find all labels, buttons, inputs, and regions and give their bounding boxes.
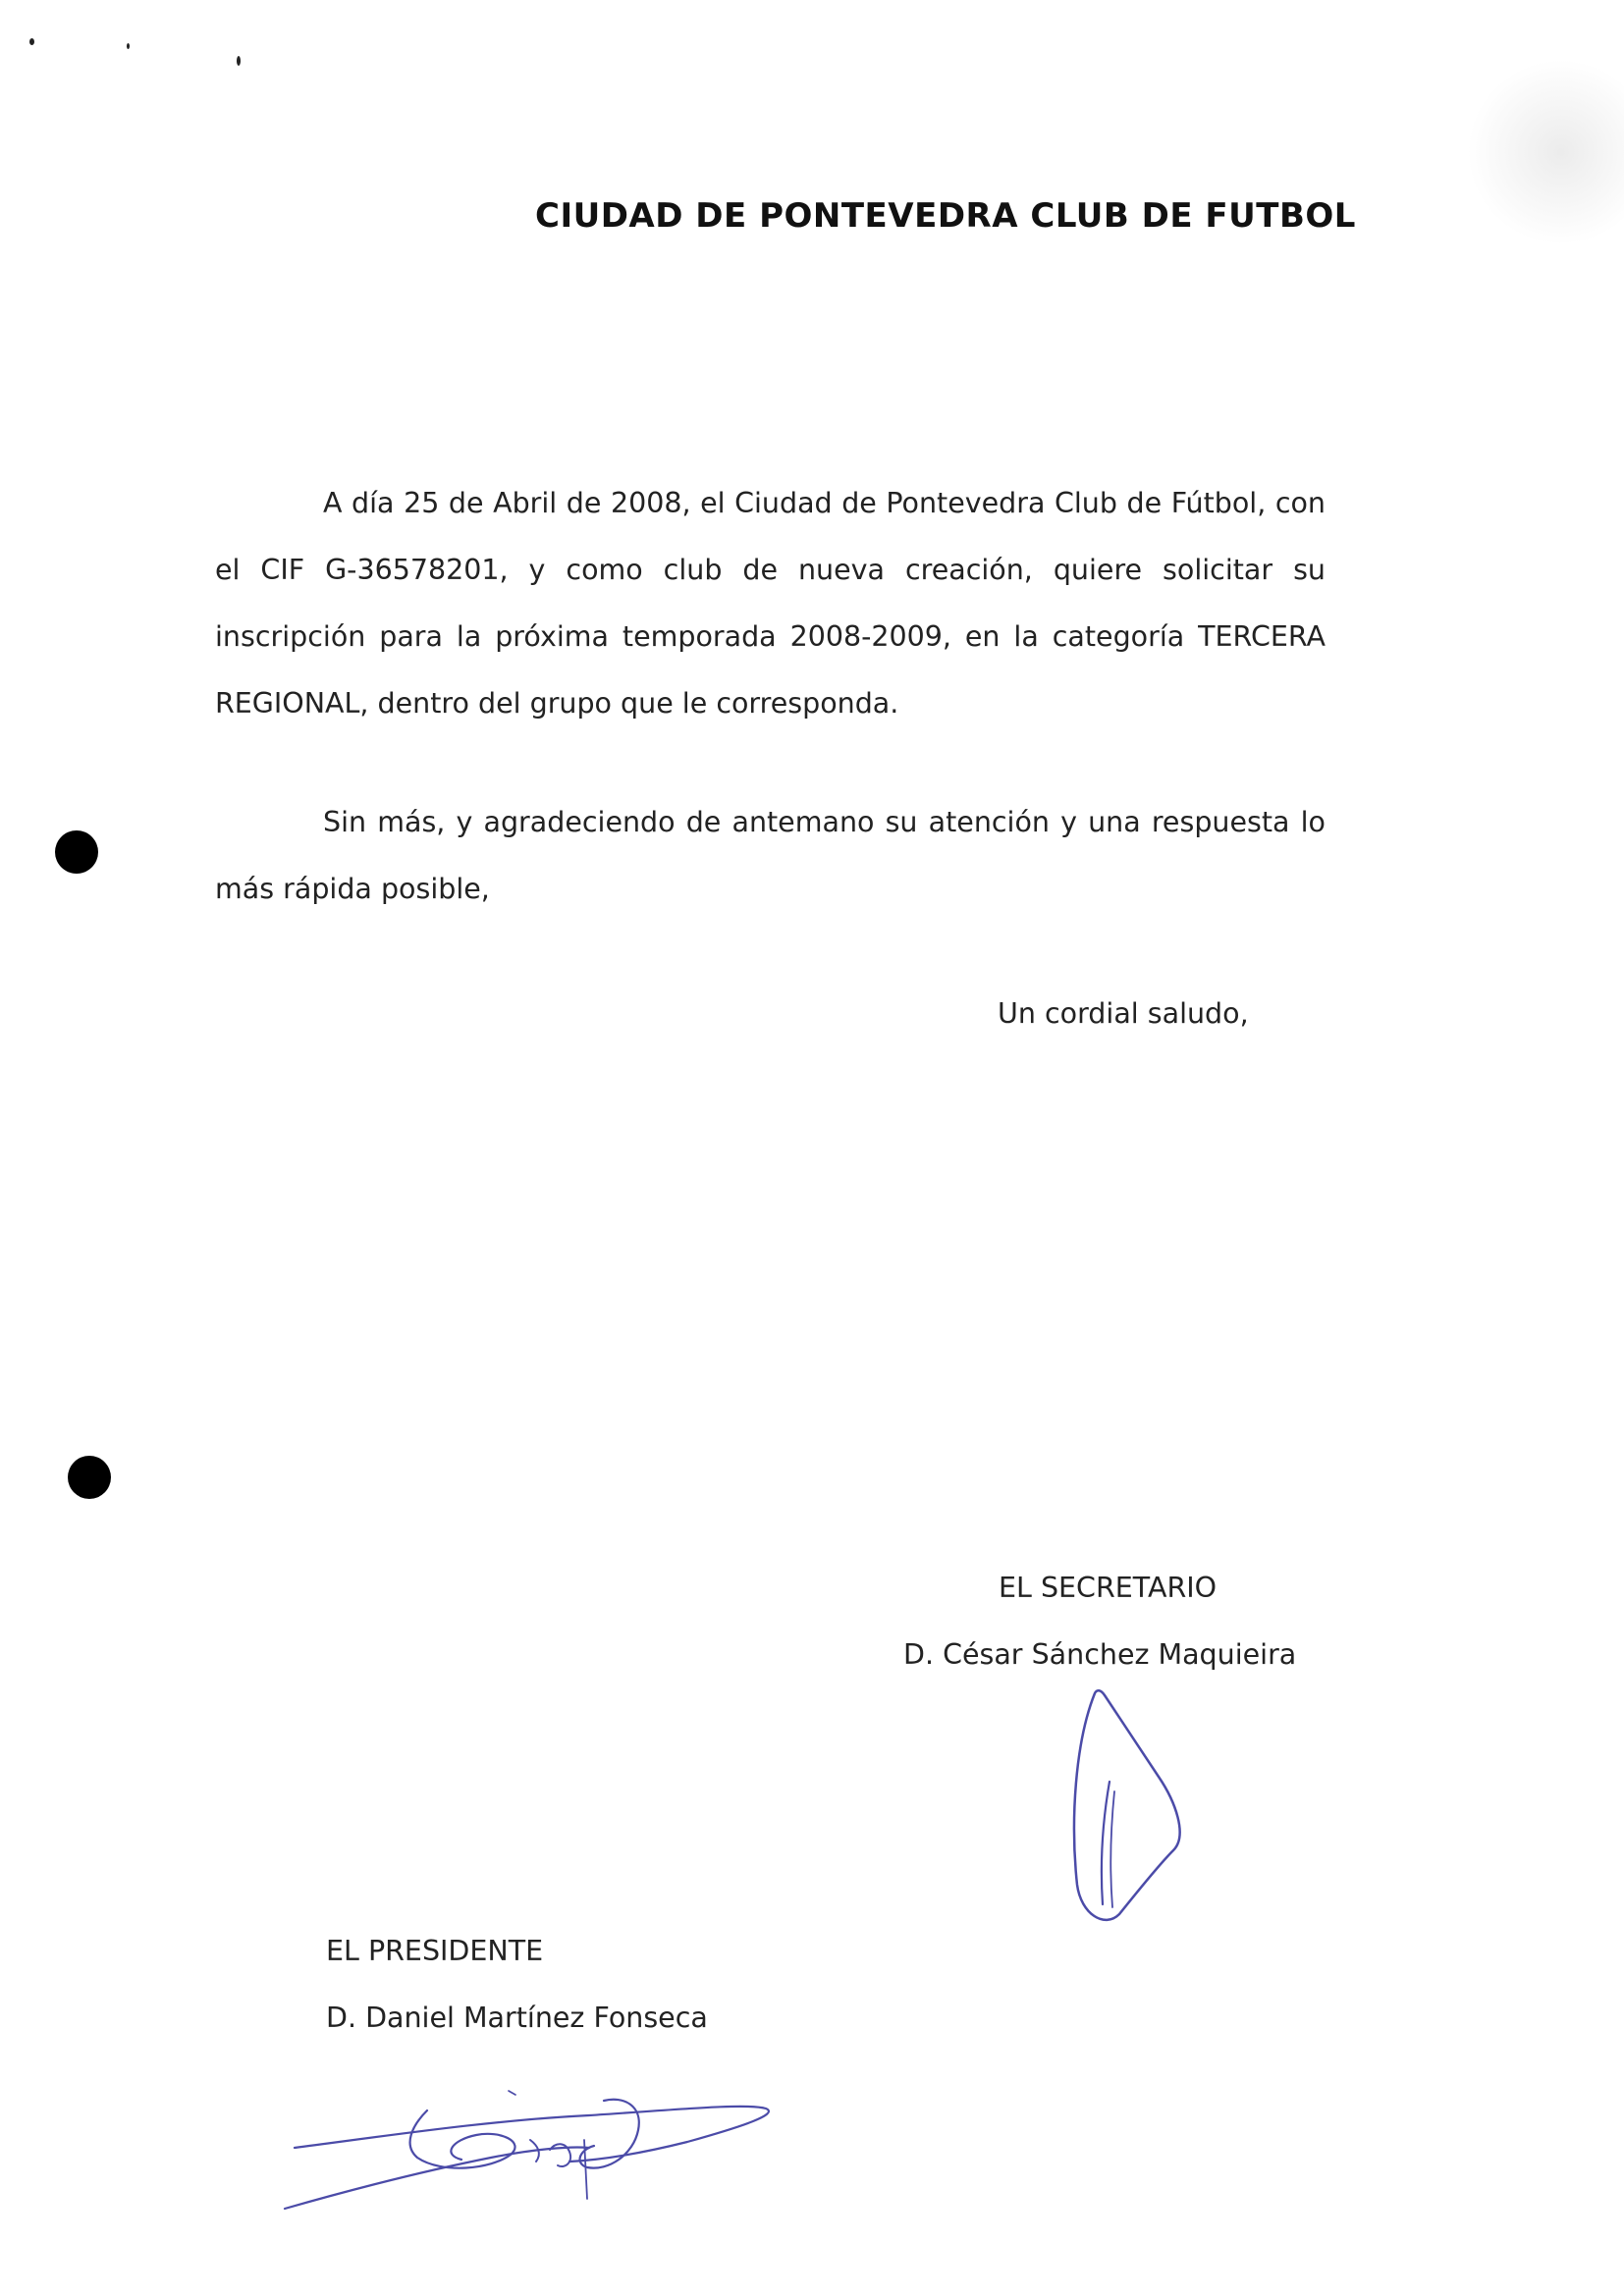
president-name: D. Daniel Martínez Fonseca — [326, 2002, 708, 2034]
secretary-handwritten-signature — [1065, 1683, 1193, 1934]
president-signature-block — [326, 1918, 708, 2052]
secretary-name: D. César Sánchez Maquieira — [903, 1638, 1297, 1671]
scan-speck — [237, 56, 241, 66]
president-role: EL PRESIDENTE — [326, 1935, 544, 1967]
secretary-signature-block — [903, 1555, 1296, 1688]
body-paragraph-request: A día 25 de Abril de 2008, el Ciudad de Pontevedra Club de Fútbol, con el CIF G-36578201, y como club de nueva creación, quiere solicitar su inscripción para la próxima temporada 2008-2009, en la categoría TERCERA REGIONAL, dentro del grupo que le corresponda. — [215, 487, 1326, 720]
punch-hole — [68, 1456, 111, 1499]
scan-smudge — [1467, 59, 1624, 245]
scan-speck — [127, 43, 130, 49]
president-handwritten-signature — [275, 2081, 785, 2228]
punch-hole — [55, 830, 98, 874]
secretary-role: EL SECRETARIO — [999, 1572, 1218, 1604]
closing-salutation: Un cordial saludo, — [998, 997, 1249, 1030]
scan-speck — [29, 38, 34, 45]
letter-title: CIUDAD DE PONTEVEDRA CLUB DE FUTBOL — [535, 196, 1356, 236]
body-paragraph-thanks: Sin más, y agradeciendo de antemano su atención y una respuesta lo más rápida posible, — [215, 806, 1326, 905]
